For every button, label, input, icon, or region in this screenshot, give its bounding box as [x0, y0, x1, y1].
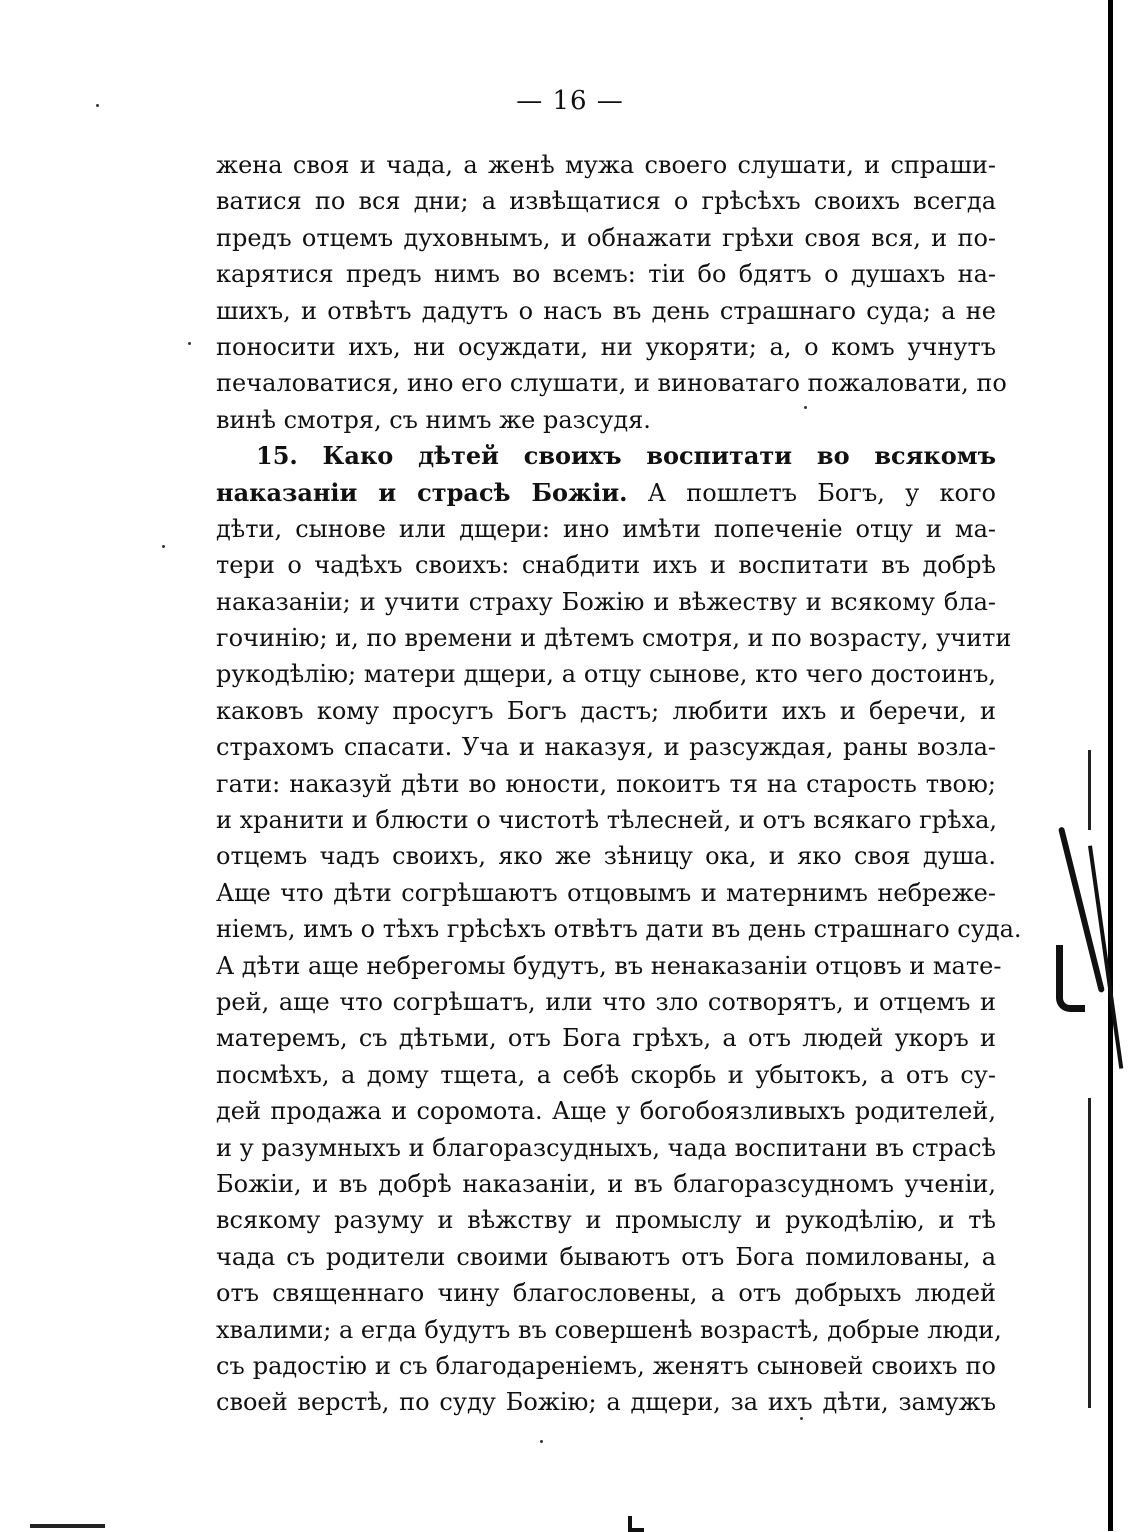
- margin-tick: [1088, 750, 1091, 830]
- text-line: ніемъ, имъ о тѣхъ грѣсѣхъ отвѣтъ дати въ день страшнаго суда.: [216, 915, 1022, 944]
- text-line: отцемъ чадъ своихъ, яко же зѣницу ока, и яко своя душа.: [216, 842, 996, 871]
- page-number: — 16 —: [516, 86, 624, 116]
- text-line: Аще что дѣти согрѣшаютъ отцовымъ и матернимъ небреже-: [216, 878, 996, 907]
- text-line: жена своя и чада, а женѣ мужа своего слушати, и спраши-: [216, 151, 996, 179]
- text-line: дей продажа и соромота. Аще у богобоязливыхъ родителей,: [216, 1097, 996, 1126]
- scan-speck: [800, 1417, 803, 1420]
- text-line: шихъ, и отвѣтъ дадутъ о насъ въ день страшнаго суда; а не: [216, 296, 996, 325]
- margin-pencil-mark: [1056, 945, 1085, 1012]
- text-block: [216, 147, 1022, 1421]
- text-line: ватися по вся дни; а извѣщатися о грѣсѣхъ своихъ всегда: [216, 187, 996, 216]
- text-line: всякому разуму и вѣжству и промыслу и рукодѣлію, и тѣ: [216, 1206, 996, 1235]
- text-line: съ радостію и съ благодареніемъ, женятъ сыновей своихъ по: [216, 1351, 996, 1380]
- scan-speck: [188, 342, 191, 345]
- text-line: и хранити и блюсти о чистотѣ тѣлесней, и отъ всякаго грѣха,: [216, 806, 998, 835]
- text-line: печаловатися, ино его слушати, и виноватаго пожаловати, по: [216, 369, 1007, 398]
- text-line: поносити ихъ, ни осуждати, ни укоряти; а, о комъ учнутъ: [216, 332, 996, 361]
- text-line: каковъ кому просугъ Богъ дастъ; любити ихъ и беречи, и: [216, 696, 996, 725]
- margin-tick: [1088, 1098, 1091, 1408]
- section-heading: 15. Како дѣтей своихъ воспитати во всякомъ: [256, 441, 996, 471]
- scan-edge-mark: [30, 1524, 105, 1528]
- text-line: хвалими; а егда будутъ въ совершенѣ возрастѣ, добрые люди,: [216, 1315, 1002, 1344]
- text-line: предъ отцемъ духовнымъ, и обнажати грѣхи своя вся, и по-: [216, 223, 996, 252]
- text-line: дѣти, сынове или дщери: ино имѣти попеченіе отцу и ма-: [216, 514, 996, 543]
- section-heading-tail: наказаніи и страсѣ Божіи.: [216, 477, 628, 507]
- text-line: гати: наказуй дѣти во юности, покоитъ тя на старость твою;: [216, 769, 996, 798]
- text-line: отъ священнаго чину благословены, а отъ добрыхъ людей: [216, 1279, 996, 1308]
- text-line: рей, аще что согрѣшатъ, или что зло сотворятъ, и отцемъ и: [216, 987, 996, 1016]
- text-line: страхомъ спасати. Уча и наказуя, и разсуждая, раны возла-: [216, 733, 996, 762]
- text-line: винѣ смотря, съ нимъ же разсудя.: [216, 405, 651, 434]
- scan-speck: [804, 406, 807, 409]
- text-line: Божіи, и въ добрѣ наказаніи, и въ благоразсудномъ ученіи,: [216, 1169, 996, 1198]
- text-line: тери о чадѣхъ своихъ: снабдити ихъ и воспитати въ добрѣ: [216, 551, 996, 580]
- section-heading-line: [216, 475, 996, 511]
- page-edge-rule: [1108, 0, 1113, 1531]
- text-line: наказаніи; и учити страху Божію и вѣжеству и всякому бла-: [216, 587, 996, 616]
- text-line: чада съ родители своими бываютъ отъ Бога помилованы, а: [216, 1242, 996, 1271]
- text-line: матеремъ, съ дѣтьми, отъ Бога грѣхъ, а отъ людей укоръ и: [216, 1024, 996, 1053]
- text-line: гочинію; и, по времени и дѣтемъ смотря, и по возрасту, учити: [216, 624, 1012, 653]
- text-line: рукодѣлію; матери дщери, а отцу сынове, кто чего достоинъ,: [216, 660, 996, 689]
- section-text-start: А пошлетъ Богъ, у кого: [627, 478, 997, 507]
- scan-speck: [162, 545, 165, 548]
- scan-edge-mark: [628, 1516, 644, 1532]
- text-line: своей верстѣ, по суду Божію; а дщери, за ихъ дѣти, замужъ: [216, 1388, 996, 1417]
- text-line: А дѣти аще небрегомы будутъ, въ ненаказаніи отцовъ и мате-: [216, 951, 1002, 980]
- text-line: посмѣхъ, а дому тщета, а себѣ скорбь и убытокъ, а отъ су-: [216, 1060, 996, 1089]
- scan-speck: [540, 1440, 543, 1443]
- scan-speck: [96, 104, 99, 107]
- text-line: карятися предъ нимъ во всемъ: тіи бо бдятъ о душахъ на-: [216, 260, 996, 289]
- text-line: и у разумныхъ и благоразсудныхъ, чада воспитани въ страсѣ: [216, 1133, 996, 1162]
